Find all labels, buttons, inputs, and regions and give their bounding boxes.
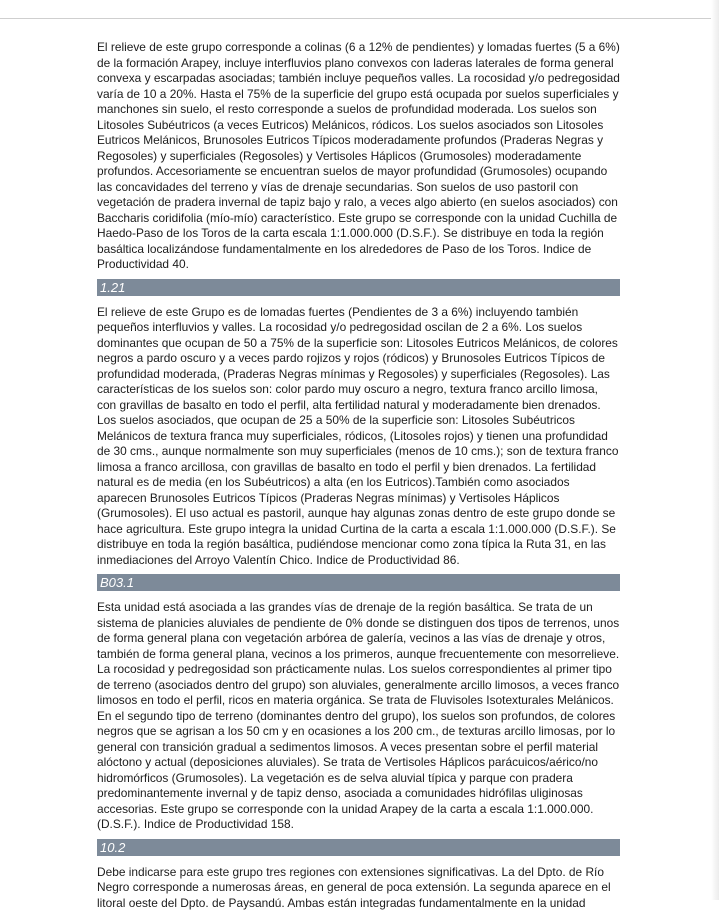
document-page bbox=[97, 40, 620, 917]
intro-paragraph: El relieve de este grupo corresponde a colinas (6 a 12% de pendientes) y lomadas fuertes (5 a 6%) de la formación Arapey, incluye interfluvios plano convexos con laderas laterales de forma general convexa y escarpadas asociadas; también incluye pequeños valles. La rocosidad y/o pedregosidad varía de 10 a 20%. Hasta el 75% de la superficie del grupo está ocupada por suelos superficiales y manchones sin suelo, el resto corresponde a suelos de profundidad moderada. Los suelos son Litosoles Subéutricos (a veces Eutricos) Melánicos, ródicos. Los suelos asociados son Litosoles Eutricos Melánicos, Brunosoles Eutricos Típicos moderadamente profundos (Praderas Negras y Regosoles) y superficiales (Regosoles) y Vertisoles Háplicos (Grumosoles) moderadamente profundos. Accesoriamente se encuentran suelos de mayor profundidad (Grumosoles) ocupando las concavidades del terreno y vías de drenaje secundarias. Son suelos de uso pastoril con vegetación de pradera invernal de tapiz bajo y ralo, a veces algo abierto (en suelos asociados) con Baccharis coridifolia (mío-mío) característico. Este grupo se corresponde con la unidad Cuchilla de Haedo-Paso de los Toros de la carta escala 1:1.000.000 (D.S.F.). Se distribuye en toda la región basáltica localizándose fundamentalmente en los alrededores de Paso de los Toros. Indice de Productividad 40. bbox=[97, 40, 620, 271]
section-1-21-paragraph: El relieve de este Grupo es de lomadas fuertes (Pendientes de 3 a 6%) incluyendo también pequeños interfluvios y valles. La rocosidad y/o pedregosidad oscilan de 2 a 6%. Los suelos dominantes que ocupan de 50 a 75% de la superficie son: Litosoles Eutricos Melánicos, de colores negros a pardo oscuro y a veces pardo rojizos y rojos (ródicos) y Brunosoles Eutricos Típicos de profundidad moderada, (Praderas Negras mínimas y Regosoles) y superficiales (Regosoles). Las características de los suelos son: color pardo muy oscuro a negro, textura franco arcillo limosa, con gravillas de basalto en todo el perfil, alta fertilidad natural y moderadamente bien drenados. Los suelos asociados, que ocupan de 25 a 50% de la superficie son: Litosoles Subéutricos Melánicos de textura franca muy superficiales, ródicos, (Litosoles rojos) y tienen una profundidad de 30 cms., aunque normalmente son muy superficiales (menos de 10 cms.); son de textura franco limosa a franco arcillosa, con gravillas de basalto en todo el perfil y bien drenados. La fertilidad natural es de media (en los Subéutricos) a alta (en los Eutricos).También como asociados aparecen Brunosoles Eutricos Típicos (Praderas Negras mínimas) y Vertisoles Háplicos (Grumosoles). El uso actual es pastoril, aunque hay algunas zonas dentro de este grupo donde se hace agricultura. Este grupo integra la unidad Curtina de la carta a escala 1:1.000.000 (D.S.F.). Se distribuye en toda la región basáltica, pudiéndose mencionar como zona típica la Ruta 31, en las inmediaciones del Arroyo Valentín Chico. Indice de Productividad 86. bbox=[97, 304, 619, 567]
section-b03-1-paragraph: Esta unidad está asociada a las grandes vías de drenaje de la región basáltica. Se trata de un sistema de planicies aluviales de pendiente de 0% donde se distinguen dos tipos de terrenos, unos de forma general plana con vegetación arbórea de galería, vecinos a las vías de drenaje y otros, también de forma general plana, vecinos a los primeros, aunque frecuentemente con mesorrelieve. La rocosidad y pedregosidad son prácticamente nulas. Los suelos correspondientes al primer tipo de terreno (asociados dentro del grupo) son aluviales, generalmente arcillo limosos, a veces franco limosos en todo el perfil, ricos en materia orgánica. Se trata de Fluvisoles Isotexturales Melánicos. En el segundo tipo de terreno (dominantes dentro del grupo), los suelos son profundos, de colores negros que se agrisan a los 50 cm y en ocasiones a los 200 cm., de texturas arcillo limosas, por lo general con transición gradual a sedimentos limosos. A veces presentan sobre el perfil material alóctono y actual (deposiciones aluviales). Se trata de Vertisoles Háplicos parácuicos/aérico/no hidromórficos (Grumosoles). La vegetación es de selva aluvial típica y parque con pradera predominantemente invernal y de tapiz denso, asociada a comunidades hidrófilas uliginosas accesorias. Este grupo se corresponde con la unidad Arapey de la carta a escala 1:1.000.000. (D.S.F.). Indice de Productividad 158. bbox=[97, 600, 620, 831]
page-top-edge bbox=[0, 0, 719, 19]
section-heading-10-2: 10.2 bbox=[97, 839, 620, 856]
section-10-2-paragraph: Debe indicarse para este grupo tres regiones con extensiones significativas. La del Dpto. de Río Negro corresponde a numerosas áreas, en general de poca extensión. La segunda aparece en el litoral oeste del Dpto. de Paysandú. Ambas están integradas fundamentalmente en la unidad bbox=[97, 864, 611, 910]
section-heading-b03-1: B03.1 bbox=[97, 574, 620, 591]
section-heading-1-21: 1.21 bbox=[97, 279, 620, 296]
page-right-edge bbox=[711, 0, 719, 900]
